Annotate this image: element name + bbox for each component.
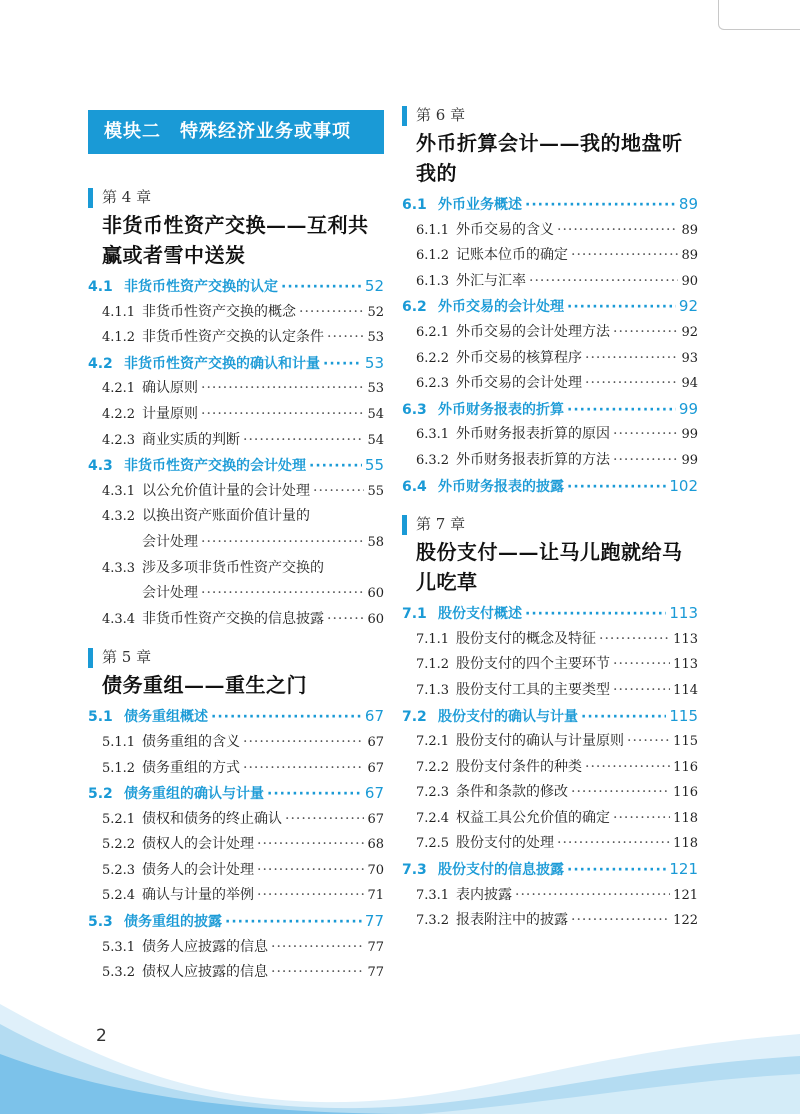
item-page: 54	[367, 406, 384, 422]
dot-leader	[525, 193, 676, 218]
toc-item-row-continued[interactable]	[88, 530, 384, 556]
item-number: 7.2.1	[416, 734, 450, 750]
chapter-title: 我的	[416, 161, 457, 185]
dot-leader	[313, 479, 364, 505]
toc-item-row[interactable]	[402, 806, 698, 832]
toc-section-row[interactable]	[402, 857, 698, 883]
section-number: 5.3	[88, 914, 113, 931]
toc-item-row[interactable]	[402, 218, 698, 244]
item-page: 68	[367, 837, 384, 853]
dot-leader	[201, 376, 364, 402]
toc-item-row[interactable]	[402, 243, 698, 269]
toc-item-row[interactable]	[402, 729, 698, 755]
dot-leader	[567, 295, 676, 320]
item-number: 4.2.1	[102, 381, 136, 397]
section-title: 非货币性资产交换的会计处理	[124, 458, 306, 475]
page-corner-tab	[718, 0, 800, 30]
item-page: 54	[367, 432, 384, 448]
item-title: 债权人的会计处理	[142, 836, 254, 853]
toc-section-row[interactable]	[88, 909, 384, 935]
toc-item-row[interactable]	[88, 730, 384, 756]
dot-leader	[613, 652, 670, 678]
chapter-title: 非货币性资产交换——互利共	[102, 213, 369, 237]
item-page: 94	[681, 376, 698, 392]
dot-leader	[211, 705, 362, 730]
item-title: 外汇与汇率	[456, 272, 526, 289]
toc-item-row[interactable]	[88, 960, 384, 986]
toc-right-column	[402, 104, 698, 934]
toc-item-row[interactable]	[402, 346, 698, 372]
item-title: 债务重组的含义	[142, 733, 240, 750]
toc-item-row[interactable]	[88, 402, 384, 428]
chapter-4	[88, 186, 384, 632]
dot-leader	[281, 275, 362, 300]
section-number: 5.1	[88, 709, 113, 726]
item-title: 股份支付工具的主要类型	[456, 681, 610, 698]
section-number: 6.3	[402, 401, 427, 418]
chapter-number: 第 4 章	[102, 188, 152, 206]
item-number: 7.3.2	[416, 913, 450, 929]
item-number: 5.1.1	[102, 734, 136, 750]
item-title: 条件和条款的修改	[456, 784, 568, 801]
item-page: 67	[367, 760, 384, 776]
item-page: 114	[673, 682, 698, 698]
toc-list	[402, 601, 698, 934]
item-title: 确认与计量的举例	[142, 887, 254, 904]
item-title: 股份支付的概念及特征	[456, 630, 596, 647]
toc-item-row[interactable]	[88, 607, 384, 633]
dot-leader	[613, 448, 678, 474]
toc-section-row[interactable]	[88, 704, 384, 730]
dot-leader	[567, 858, 666, 883]
item-number: 5.2.2	[102, 837, 136, 853]
chapter-title: 儿吃草	[416, 570, 478, 595]
section-page: 77	[364, 912, 384, 931]
item-title: 确认原则	[142, 380, 198, 397]
dot-leader	[515, 883, 670, 909]
chapter-title: 股份支付——让马儿跑就给马	[416, 540, 683, 565]
dot-leader	[257, 832, 364, 858]
chapter-number: 第 6 章	[416, 106, 466, 124]
dot-leader	[585, 755, 670, 781]
section-title: 外币财务报表的披露	[438, 478, 564, 495]
toc-item-row[interactable]	[88, 556, 384, 582]
item-page: 67	[367, 811, 384, 827]
item-page: 89	[681, 248, 698, 264]
section-title: 外币财务报表的折算	[438, 401, 564, 418]
section-number: 6.1	[402, 197, 427, 213]
toc-section-row[interactable]	[402, 601, 698, 627]
item-page: 60	[367, 611, 384, 627]
dot-leader	[271, 960, 364, 986]
item-number: 6.1.3	[416, 273, 450, 289]
chapter-number: 第 7 章	[416, 515, 466, 534]
item-page: 113	[673, 631, 698, 647]
toc-section-row[interactable]	[402, 294, 698, 320]
toc-section-row[interactable]	[402, 474, 698, 500]
item-title: 非货币性资产交换的概念	[142, 303, 296, 320]
item-page: 52	[367, 304, 384, 320]
dot-leader	[585, 371, 678, 397]
section-page: 67	[364, 707, 384, 726]
item-number: 7.2.2	[416, 759, 450, 775]
item-title: 债务人应披露的信息	[142, 938, 268, 955]
item-number: 7.2.3	[416, 785, 450, 801]
dot-leader	[257, 858, 364, 884]
item-title-continued: 会计处理	[142, 533, 198, 550]
section-title: 外币业务概述	[438, 197, 522, 213]
item-number: 6.3.2	[416, 452, 450, 468]
item-page: 67	[367, 734, 384, 750]
item-number: 6.2.1	[416, 324, 450, 340]
item-number: 4.3.3	[102, 560, 136, 576]
section-title: 非货币性资产交换的确认和计量	[124, 355, 320, 372]
section-title: 债务重组的确认与计量	[124, 786, 264, 803]
item-page: 70	[367, 862, 384, 878]
item-title: 报表附注中的披露	[456, 912, 568, 929]
item-title: 非货币性资产交换的信息披露	[142, 610, 324, 627]
dot-leader	[581, 705, 666, 730]
item-title: 以公允价值计量的会计处理	[142, 482, 310, 499]
item-number: 7.2.4	[416, 810, 450, 826]
dot-leader	[613, 678, 670, 704]
section-page: 89	[678, 195, 698, 213]
chapter-heading	[88, 646, 384, 700]
item-title: 外币交易的含义	[456, 221, 554, 238]
toc-section-row[interactable]	[402, 192, 698, 218]
dot-leader	[557, 831, 670, 857]
dot-leader	[323, 352, 362, 377]
chapter-title: 债务重组——重生之门	[102, 673, 307, 698]
module-title: 模块二 特殊经济业务或事项	[104, 121, 351, 142]
item-number: 5.2.4	[102, 888, 136, 904]
toc-item-row[interactable]	[402, 908, 698, 934]
toc-section-row[interactable]	[88, 274, 384, 300]
item-page: 113	[673, 657, 698, 673]
item-page: 77	[367, 939, 384, 955]
dot-leader	[567, 398, 676, 423]
item-number: 7.2.5	[416, 836, 450, 852]
dot-leader	[557, 218, 678, 244]
toc-left-column	[88, 186, 384, 986]
dot-leader	[201, 402, 364, 428]
toc-section-row[interactable]	[88, 781, 384, 807]
item-number: 6.3.1	[416, 427, 450, 443]
toc-item-row[interactable]	[402, 269, 698, 295]
toc-item-row[interactable]	[88, 935, 384, 961]
dot-leader	[201, 530, 364, 556]
section-title: 股份支付的信息披露	[438, 862, 564, 879]
item-title: 计量原则	[142, 405, 198, 422]
item-number: 7.1.1	[416, 631, 450, 647]
section-page: 113	[669, 604, 698, 623]
section-number: 7.3	[402, 862, 427, 879]
dot-leader	[613, 422, 678, 448]
section-title: 债务重组概述	[124, 709, 208, 726]
toc-item-row[interactable]	[88, 504, 384, 530]
item-page: 53	[367, 330, 384, 346]
toc-item-row[interactable]	[88, 756, 384, 782]
section-page: 52	[364, 277, 384, 295]
item-number: 6.2.2	[416, 350, 450, 366]
section-title: 债务重组的披露	[124, 914, 222, 931]
section-page: 55	[364, 456, 384, 475]
dot-leader	[243, 756, 364, 782]
item-title: 债权人应披露的信息	[142, 964, 268, 981]
dot-leader	[571, 908, 670, 934]
section-title: 股份支付概述	[438, 606, 522, 623]
toc-item-row[interactable]	[88, 883, 384, 909]
section-number: 5.2	[88, 786, 113, 803]
item-page: 118	[673, 836, 698, 852]
toc-item-row[interactable]	[88, 300, 384, 326]
dot-leader	[243, 428, 364, 454]
item-number: 6.2.3	[416, 376, 450, 392]
toc-section-row[interactable]	[402, 704, 698, 730]
toc-item-row[interactable]	[88, 479, 384, 505]
item-page: 99	[681, 452, 698, 468]
item-number: 5.3.1	[102, 939, 136, 955]
section-page: 115	[669, 706, 698, 725]
item-title: 表内披露	[456, 886, 512, 903]
section-page: 99	[678, 399, 698, 418]
dot-leader	[613, 320, 678, 346]
item-title-continued: 会计处理	[142, 585, 198, 602]
section-number: 4.1	[88, 279, 113, 295]
item-page: 77	[367, 965, 384, 981]
section-number: 7.2	[402, 708, 427, 725]
item-number: 5.1.2	[102, 760, 136, 776]
section-number: 6.2	[402, 299, 427, 316]
toc-item-row[interactable]	[402, 883, 698, 909]
toc-item-row[interactable]	[88, 325, 384, 351]
item-title: 债权和债务的终止确认	[142, 810, 282, 827]
toc-item-row[interactable]	[402, 320, 698, 346]
toc-section-row[interactable]	[88, 351, 384, 377]
dot-leader	[271, 935, 364, 961]
item-number: 6.1.2	[416, 248, 450, 264]
dot-leader	[599, 627, 670, 653]
item-page: 55	[367, 483, 384, 499]
item-number: 4.1.2	[102, 330, 136, 346]
section-title: 外币交易的会计处理	[438, 299, 564, 316]
section-number: 6.4	[402, 478, 427, 495]
section-page: 121	[669, 860, 698, 879]
item-number: 5.3.2	[102, 965, 136, 981]
wave-decoration	[0, 984, 800, 1114]
item-page: 58	[367, 534, 384, 550]
item-page: 121	[673, 887, 698, 903]
toc-item-row[interactable]	[88, 858, 384, 884]
dot-leader	[571, 243, 678, 269]
item-number: 5.2.1	[102, 811, 136, 827]
dot-leader	[309, 454, 362, 479]
toc-item-row[interactable]	[88, 376, 384, 402]
chapter-7	[402, 513, 698, 934]
toc-item-row[interactable]	[402, 780, 698, 806]
item-title: 债务重组的方式	[142, 759, 240, 776]
item-title: 外币交易的会计处理	[456, 375, 582, 392]
toc-list	[88, 704, 384, 986]
section-page: 67	[364, 784, 384, 803]
chapter-title: 赢或者雪中送炭	[102, 243, 246, 267]
item-title: 股份支付的处理	[456, 835, 554, 852]
toc-item-row[interactable]	[402, 652, 698, 678]
dot-leader	[225, 910, 362, 935]
item-number: 4.1.1	[102, 304, 136, 320]
item-title: 权益工具公允价值的确定	[456, 809, 610, 826]
chapter-number: 第 5 章	[102, 648, 152, 667]
item-page: 115	[673, 734, 698, 750]
dot-leader	[525, 602, 666, 627]
section-number: 4.3	[88, 458, 113, 475]
chapter-6	[402, 104, 698, 499]
toc-item-row[interactable]	[402, 371, 698, 397]
item-page: 122	[673, 913, 698, 929]
dot-leader	[529, 269, 678, 295]
section-title: 股份支付的确认与计量	[438, 708, 578, 725]
item-number: 7.3.1	[416, 887, 450, 903]
section-page: 102	[669, 476, 698, 495]
toc-list	[402, 192, 698, 499]
toc-list	[88, 274, 384, 632]
item-title: 外币财务报表折算的原因	[456, 426, 610, 443]
item-number: 4.2.2	[102, 406, 136, 422]
item-number: 4.3.2	[102, 509, 136, 525]
dot-leader	[299, 300, 364, 326]
toc-item-row[interactable]	[88, 807, 384, 833]
item-page: 116	[673, 785, 698, 801]
dot-leader	[285, 807, 364, 833]
item-title: 以换出资产账面价值计量的	[142, 508, 310, 525]
toc-item-row[interactable]	[402, 831, 698, 857]
item-number: 4.3.1	[102, 483, 136, 499]
item-title: 债务人的会计处理	[142, 861, 254, 878]
item-title: 商业实质的判断	[142, 431, 240, 448]
dot-leader	[627, 729, 670, 755]
chapter-5	[88, 646, 384, 986]
dot-leader	[201, 581, 364, 607]
item-number: 6.1.1	[416, 222, 450, 238]
item-page: 71	[367, 888, 384, 904]
item-page: 116	[673, 759, 698, 775]
chapter-heading	[402, 513, 698, 597]
item-title: 外币交易的会计处理方法	[456, 323, 610, 340]
section-number: 4.2	[88, 355, 113, 372]
dot-leader	[327, 325, 364, 351]
item-number: 7.1.3	[416, 682, 450, 698]
toc-item-row[interactable]	[402, 755, 698, 781]
toc-section-row[interactable]	[88, 453, 384, 479]
toc-item-row[interactable]	[88, 832, 384, 858]
toc-item-row[interactable]	[88, 428, 384, 454]
section-title: 非货币性资产交换的认定	[124, 279, 278, 295]
item-page: 90	[681, 273, 698, 289]
item-title: 股份支付条件的种类	[456, 758, 582, 775]
dot-leader	[267, 782, 362, 807]
item-number: 7.1.2	[416, 657, 450, 673]
item-title: 股份支付的四个主要环节	[456, 656, 610, 673]
dot-leader	[327, 607, 364, 633]
item-page: 118	[673, 810, 698, 826]
section-number: 7.1	[402, 606, 427, 623]
item-title: 股份支付的确认与计量原则	[456, 733, 624, 750]
chapter-heading	[88, 186, 384, 270]
dot-leader	[571, 780, 670, 806]
dot-leader	[257, 883, 364, 909]
module-banner	[88, 110, 384, 154]
toc-item-row[interactable]	[402, 627, 698, 653]
chapter-title: 外币折算会计——我的地盘听	[416, 131, 683, 155]
dot-leader	[585, 346, 678, 372]
item-title: 外币交易的核算程序	[456, 349, 582, 366]
page-number: 2	[96, 1026, 107, 1046]
item-page: 60	[367, 586, 384, 602]
item-page: 93	[681, 350, 698, 366]
section-page: 53	[364, 353, 384, 372]
item-page: 99	[681, 427, 698, 443]
item-title: 涉及多项非货币性资产交换的	[142, 559, 324, 576]
item-title: 记账本位币的确定	[456, 247, 568, 264]
dot-leader	[567, 475, 666, 500]
dot-leader	[613, 806, 670, 832]
item-title: 非货币性资产交换的认定条件	[142, 329, 324, 346]
item-number: 5.2.3	[102, 862, 136, 878]
toc-item-row[interactable]	[402, 422, 698, 448]
item-number: 4.2.3	[102, 432, 136, 448]
item-page: 89	[681, 222, 698, 238]
toc-item-row-continued[interactable]	[88, 581, 384, 607]
toc-item-row[interactable]	[402, 678, 698, 704]
item-number: 4.3.4	[102, 611, 136, 627]
toc-item-row[interactable]	[402, 448, 698, 474]
item-title: 外币财务报表折算的方法	[456, 451, 610, 468]
toc-section-row[interactable]	[402, 397, 698, 423]
item-page: 92	[681, 324, 698, 340]
item-page: 53	[367, 381, 384, 397]
chapter-heading	[402, 104, 698, 188]
section-page: 92	[678, 297, 698, 316]
dot-leader	[243, 730, 364, 756]
